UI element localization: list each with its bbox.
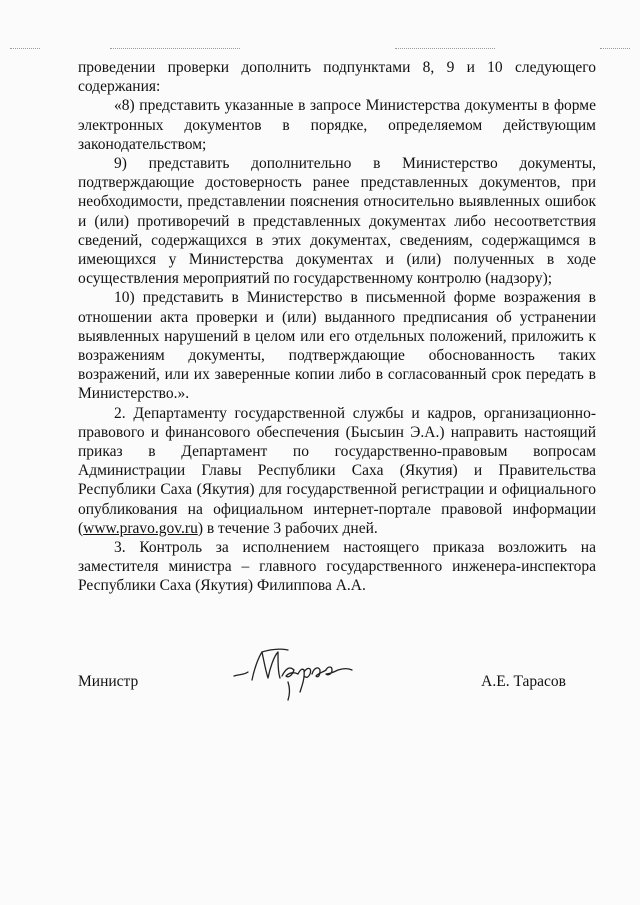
scan-artifact — [395, 48, 495, 50]
scan-artifact — [10, 48, 40, 50]
paragraph-item-10: 10) представить в Министерство в письменной форме возражения в отношении акта проверки и (или) выданного предписания об устранении выявленных нарушений в целом или его отдельных положений, приложить к возражениям документы, подтверждающие обоснованность таких возражений, или их заверенные копии либо в согласованный срок передать в Министерство.». — [78, 289, 596, 403]
paragraph-item-9: 9) представить дополнительно в Министерство документы, подтверждающие достоверность ранее представленных документов, при необходимости, представлении пояснения относительно выявленных ошибок и (или) противоречий в представленных документах либо несоответствия сведений, содержащихся в этих документах, сведениям, содержащимся в имеющихся у Министерства документах и (или) полученных в ходе осуществления мероприятий по государственному контролю (надзору); — [78, 155, 596, 288]
signatory-name: А.Е. Тарасов — [481, 673, 566, 690]
document-body — [78, 58, 596, 596]
signatory-title: Министр — [78, 673, 139, 690]
pravo-portal-link[interactable]: www.pravo.gov.ru — [83, 519, 198, 537]
signature-block — [78, 660, 596, 710]
paragraph-clause-2 — [78, 404, 596, 538]
clause-2-text: 2. Департаменту государственной службы и кадров, организационно-правового и финансового обеспечения (Бысыин Э.А.) направить настоящий приказ в Департамент по государственно-правовым вопросам Администрации Главы Республики Саха (Якутия) и Правительства Республики Саха (Якутия) для государственной регистрации и официального опубликования на официальном интернет-портале правовой информации ( — [78, 404, 596, 537]
handwritten-signature — [228, 642, 358, 702]
paragraph-item-8: «8) представить указанные в запросе Министерства документы в форме электронных документов в порядке, определяемом действующим законодательством; — [78, 97, 596, 153]
paragraph-clause-3: 3. Контроль за исполнением настоящего приказа возложить на заместителя министра – главного государственного инженера-инспектора Республики Саха (Якутия) Филиппова А.А. — [78, 539, 596, 595]
scan-artifact — [110, 48, 240, 50]
scan-artifact — [600, 48, 630, 50]
clause-2-text-end: ) в течение 3 рабочих дней. — [197, 519, 378, 537]
paragraph-intro: проведении проверки дополнить подпунктами 8, 9 и 10 следующего содержания: — [78, 59, 596, 96]
